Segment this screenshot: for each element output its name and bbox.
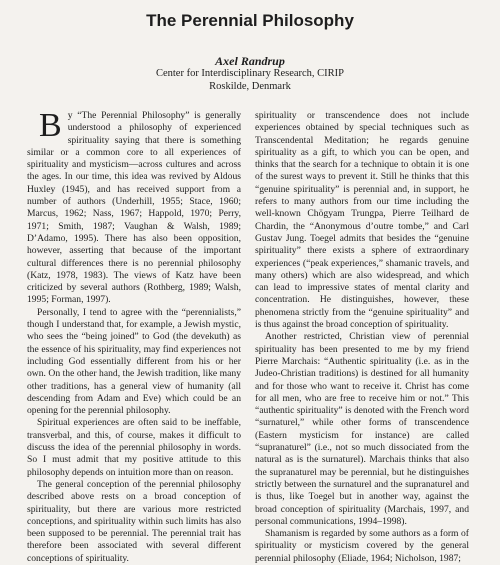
article-title: The Perennial Philosophy [146, 11, 354, 30]
affiliation-line-2: Roskilde, Denmark [209, 81, 291, 92]
right-column [255, 110, 469, 565]
paragraph: y “The Perennial Philosophy” is generally understood a philosophy of experienced spirituality saying that there is something similar or a common core to all experiences of spirituality and mysticism—across cultures and across the ages. In our time, this idea was revived by Aldous Huxley (1945), and has received support from a number of authors (Underhill, 1955; Stace, 1960; Marcus, 1962; Nass, 1967; Happold, 1970; Perry, 1971; Smith, 1987; Vaughan & Walsh, 1989; D’Adamo, 1995). There has also been opposition, however, asserting that because of the important cultural differences there is no perennial philosophy (Katz, 1978, 1983). The views of Katz have been criticized by several authors (Rothberg, 1989; Walsh, 1995; Forman, 1997). [27, 110, 241, 306]
paragraph: spirituality or transcendence does not include experiences obtained by special techniques such as Transcendental Meditation; he regards genuine spirituality as a gift, to which you can be open, and thinks that the search for a technique to obtain it is one of the surest ways to prevent it. Still he thinks that this “genuine spirituality” is perennial and, in support, he refers to many authors from our time including the well-known Chögyam Trungpa, Pierre Teilhard de Chardin, the “Anonymous d’outre tombe,” and Carl Gustav Jung. Toegel admits that besides the “genuine spirituality” there exists a sphere of extraordinary experiences (“peak experiences,” shamanic travels, and many others) which are also widespread, and which can lead to impressive states of mental clarity and concentration. He distinguishes, however, these phenomena strictly from the “genuine spirituality” and is thus against the broad conception of spirituality. [255, 110, 469, 331]
affiliation-line-1: Center for Interdisciplinary Research, CIRIP [155, 68, 345, 79]
paragraph: Another restricted, Christian view of perennial spirituality has been presented to me by my friend Pierre Marchais: “Authentic spirituality (i.e. as in the Judeo-Christian traditions) is destined for all humanity and for those who want to receive it. Christ has come for all men, who are free to receive him or not.” This “authentic spirituality” is denoted with the French word “surnaturel,” while other forms of transcendence (Eastern mysticism for instance) are called “supranaturel” (i.e., not so much dissociated from the natural as is the surnaturel). Marchais thinks that also the supranaturel may be perennial, but he distinguishes strictly between the surnaturel and the supranaturel and is thus, like Toegel but in another way, against the broad conception of spirituality (Marchais, 1997, and personal communications, 1994–1998). [255, 331, 469, 527]
left-column [27, 107, 241, 565]
paragraph: Spiritual experiences are often said to be ineffable, transverbal, and this, of course, makes it difficult to discuss the idea of the perennial philosophy in words. So I must admit that my positive attitude to this philosophy depends on intuition more than on reason. [27, 417, 241, 478]
paragraph: Personally, I tend to agree with the “perennialists,” though I understand that, for example, a Jewish mystic, who sees the “being joined” to God (the devekuth) as the essence of his spirituality, may find experiences not including God essentially different from his or her own. On the other hand, the Jewish tradition, like many other traditions, has a general view of humanity (all descending from Adam and Eve) which could be an opening for the perennial philosophy. [27, 306, 241, 417]
paragraph: Shamanism is regarded by some authors as a form of spirituality or mysticism covered by the general perennial philosophy (Eliade, 1964; Nicholson, 1987; [255, 528, 469, 564]
author-name: Axel Randrup [215, 54, 285, 68]
drop-cap: B [39, 107, 62, 144]
paragraph: The general conception of the perennial philosophy described above rests on a broad conception of spirituality, but there are various more restricted conceptions, and spirituality within such limits has also been supposed to be perennial. The perennial trait has therefore been associated with several different conceptions of spirituality. [27, 478, 241, 564]
